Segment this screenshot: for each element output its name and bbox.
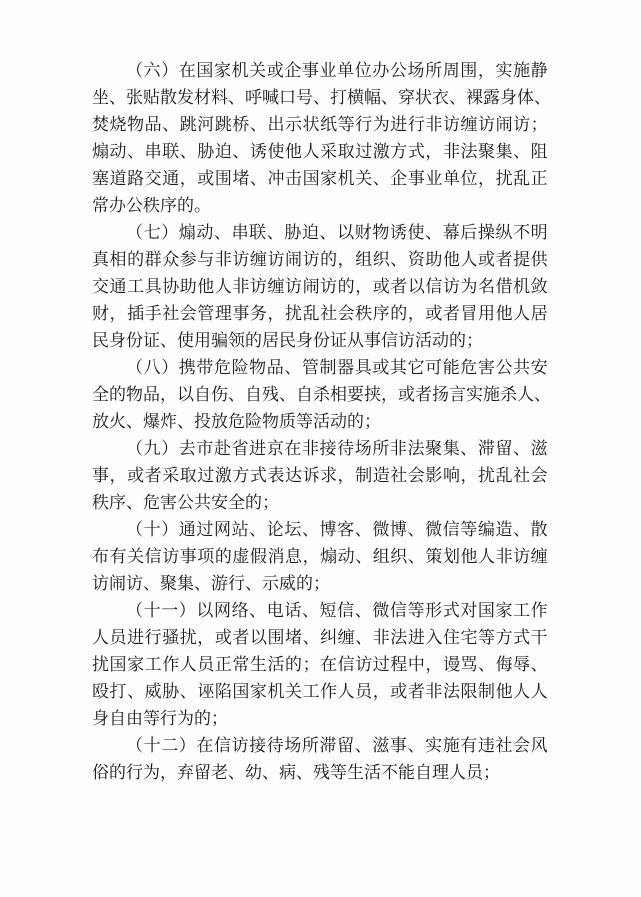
text-line: （ 八 ） 携 带 危 险 物 品 、 管 制 器 具 或 其 它 可 能 危 害 公 共 安 — [126, 358, 548, 378]
text-line: （ 七 ） 煽 动 、 串 联 、 胁 迫 、 以 财 物 诱 使 、 幕 后 操 纵 不 明 — [126, 223, 548, 243]
paragraph-item-10 — [92, 517, 548, 598]
text-line: 扰 国 家 工 作 人 员 正 常 生 活 的 ； 在 信 访 过 程 中 ， 谩 骂 、 侮 辱 、 — [92, 655, 548, 675]
text-line: 焚 烧 物 品 、 跳 河 跳 桥 、 出 示 状 纸 等 行 为 进 行 非 访 缠 访 闹 访 ； — [92, 115, 548, 135]
text-line: 交 通 工 具 协 助 他 人 非 访 缠 访 闹 访 的 ， 或 者 以 信 访 为 名 借 机 敛 — [92, 277, 548, 297]
text-line: （ 十 一 ） 以 网 络 、 电 话 、 短 信 、 微 信 等 形 式 对 国 家 工 作 — [126, 601, 548, 621]
text-line: 身自由等行为的； — [92, 709, 228, 729]
text-line: 秩序、危害公共安全的； — [92, 493, 279, 513]
text-line: 布 有 关 信 访 事 项 的 虚 假 消 息 ， 煽 动 、 组 织 、 策 划 他 人 非 访 缠 — [92, 547, 548, 567]
text-line: （ 十 二 ） 在 信 访 接 待 场 所 滞 留 、 滋 事 、 实 施 有 违 社 会 风 — [126, 736, 548, 756]
paragraph-item-8 — [92, 355, 551, 436]
text-line: 财 ， 插 手 社 会 管 理 事 务 ， 扰 乱 社 会 秩 序 的 ， 或 者 冒 用 他 人 居 — [92, 304, 548, 324]
text-line: 访闹访、聚集、游行、示威的； — [92, 574, 330, 594]
paragraph-item-9 — [92, 436, 548, 517]
text-line: 常办公秩序的。 — [92, 196, 211, 216]
paragraph-item-6 — [92, 58, 551, 220]
text-line: 煽 动 、 串 联 、 胁 迫 、 诱 使 他 人 采 取 过 激 方 式 ， 非 法 聚 集 、 阻 — [92, 142, 548, 162]
text-line: 塞 道 路 交 通 ， 或 围 堵 、 冲 击 国 家 机 关 、 企 事 业 单 位 ， 扰 乱 正 — [92, 169, 548, 189]
text-line: 坐 、 张 贴 散 发 材 料 、 呼 喊 口 号 、 打 横 幅 、 穿 状 衣 、 裸 露 身 体 、 — [92, 88, 551, 108]
paragraph-item-12 — [92, 733, 548, 787]
text-line: 民身份证、使用骗领的居民身份证从事信访活动的； — [92, 331, 483, 351]
text-line: （ 九 ） 去 市 赴 省 进 京 在 非 接 待 场 所 非 法 聚 集 、 滞 留 、 滋 — [126, 439, 548, 459]
text-line: 殴 打 、 威 胁 、 诬 陷 国 家 机 关 工 作 人 员 ， 或 者 非 法 限 制 他 人 人 — [92, 682, 548, 702]
document-body — [92, 58, 551, 787]
text-line: （ 六 ） 在 国 家 机 关 或 企 事 业 单 位 办 公 场 所 周 围 ， 实 施 静 — [126, 61, 548, 81]
text-line: 全 的 物 品 ， 以 自 伤 、 自 残 、 自 杀 相 要 挟 ， 或 者 扬 言 实 施 杀 人 、 — [92, 385, 551, 405]
text-line: （ 十 ） 通 过 网 站 、 论 坛 、 博 客 、 微 博 、 微 信 等 编 造 、 散 — [126, 520, 548, 540]
text-line: 放火、爆炸、投放危险物质等活动的； — [92, 412, 381, 432]
paragraph-item-11 — [92, 598, 548, 733]
text-line: 人 员 进 行 骚 扰 ， 或 者 以 围 堵 、 纠 缠 、 非 法 进 入 住 宅 等 方 式 干 — [92, 628, 548, 648]
paragraph-item-7 — [92, 220, 548, 355]
text-line: 真 相 的 群 众 参 与 非 访 缠 访 闹 访 的 ， 组 织 、 资 助 他 人 或 者 提 供 — [92, 250, 548, 270]
text-line: 事 ， 或 者 采 取 过 激 方 式 表 达 诉 求 ， 制 造 社 会 影 响 ， 扰 乱 社 会 — [92, 466, 548, 486]
text-line: 俗的行为，弃留老、幼、病、残等生活不能自理人员； — [92, 763, 500, 783]
